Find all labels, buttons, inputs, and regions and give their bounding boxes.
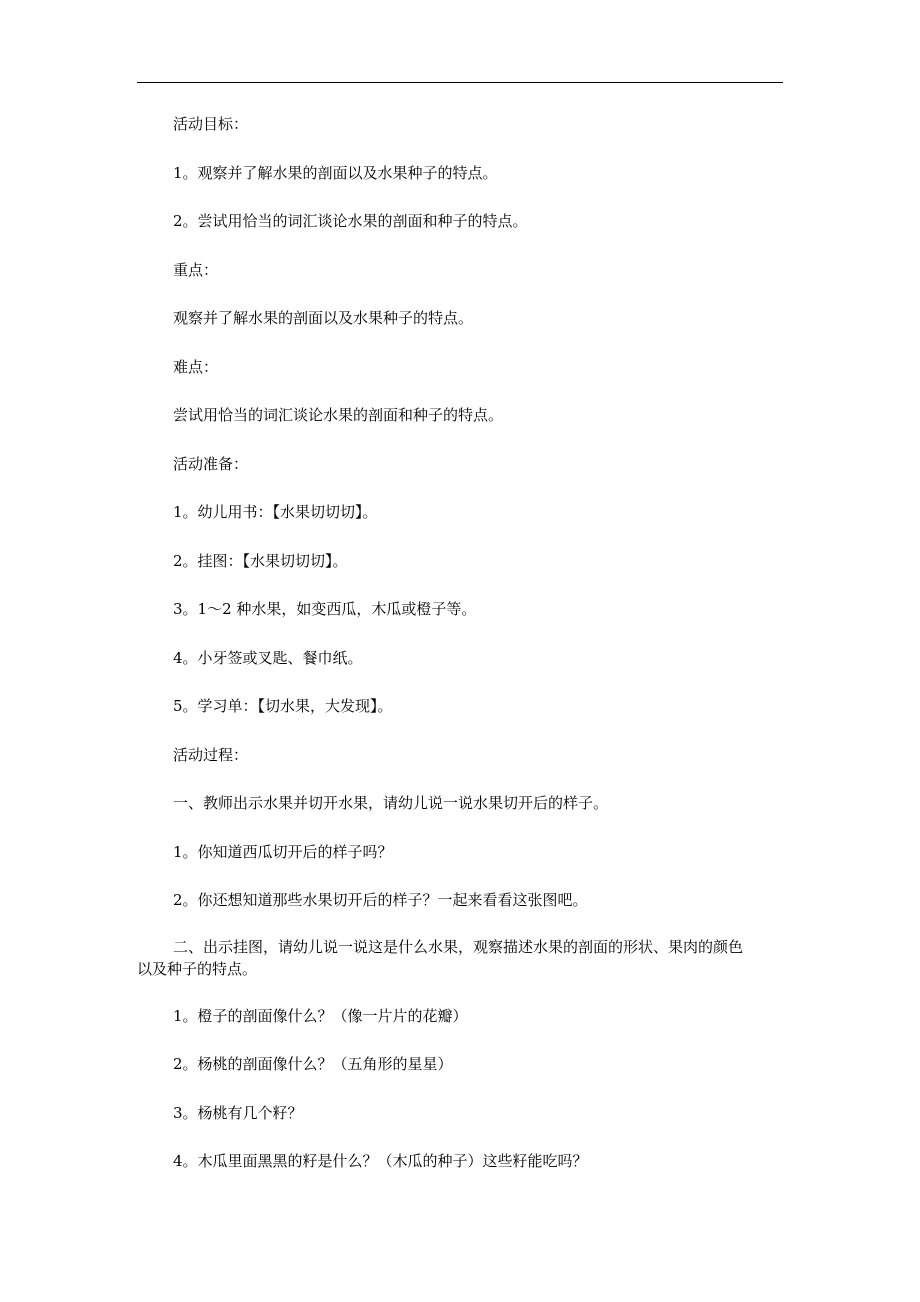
process-step-1: 一、教师出示水果并切开水果，请幼儿说一说水果切开后的样子。 <box>173 794 609 812</box>
prep-item-5: 5。学习单：【切水果，大发现】。 <box>173 697 393 715</box>
heading-difficulty: 难点： <box>173 358 219 376</box>
key-point-text: 观察并了解水果的剖面以及水果种子的特点。 <box>173 309 474 327</box>
prep-item-2: 2。挂图：【水果切切切】。 <box>173 552 348 570</box>
prep-item-4: 4。小牙签或叉匙、餐巾纸。 <box>173 649 363 667</box>
prep-item-1: 1。幼儿用书：【水果切切切】。 <box>173 503 378 521</box>
process-step-1-q1: 1。你知道西瓜切开后的样子吗？ <box>173 843 393 861</box>
heading-activity-goals: 活动目标： <box>173 115 249 133</box>
process-step-2-q4: 4。木瓜里面黑黑的籽是什么？（木瓜的种子）这些籽能吃吗？ <box>173 1152 588 1170</box>
process-step-2-q1: 1。橙子的剖面像什么？（像一片片的花瓣） <box>173 1007 468 1025</box>
goal-item-2: 2。尝试用恰当的词汇谈论水果的剖面和种子的特点。 <box>173 212 528 230</box>
difficulty-text: 尝试用恰当的词汇谈论水果的剖面和种子的特点。 <box>173 406 504 424</box>
process-step-2-line-2: 以及种子的特点。 <box>137 960 258 978</box>
prep-item-3: 3。1～2 种水果，如变西瓜，木瓜或橙子等。 <box>173 600 477 618</box>
process-step-2-line-1: 二、出示挂图，请幼儿说一说这是什么水果，观察描述水果的剖面的形状、果肉的颜色 <box>173 938 744 956</box>
process-step-2-q3: 3。杨桃有几个籽？ <box>173 1104 303 1122</box>
heading-preparation: 活动准备： <box>173 455 249 473</box>
process-step-2 <box>137 936 783 980</box>
heading-process: 活动过程： <box>173 746 249 764</box>
goal-item-1: 1。观察并了解水果的剖面以及水果种子的特点。 <box>173 164 498 182</box>
process-step-1-q2: 2。你还想知道那些水果切开后的样子？一起来看看这张图吧。 <box>173 891 588 909</box>
header-rule <box>137 82 783 83</box>
process-step-2-q2: 2。杨桃的剖面像什么？（五角形的星星） <box>173 1055 453 1073</box>
heading-key-point: 重点： <box>173 261 219 279</box>
